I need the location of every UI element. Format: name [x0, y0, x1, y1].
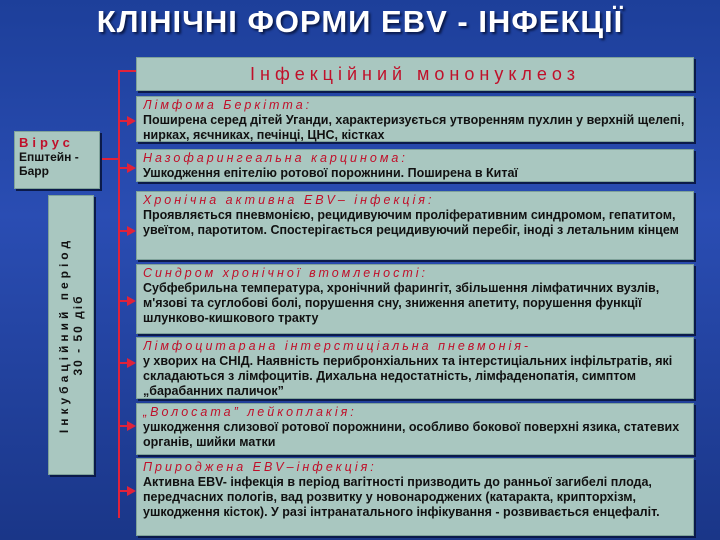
- form-nasopharyngeal: [136, 149, 694, 182]
- connector-virus: [100, 158, 118, 160]
- form-congenital: [136, 458, 694, 536]
- incubation-box: [48, 195, 94, 475]
- form-text: у хворих на СНІД. Наявність перибронхіальних та інтерстиціальних інфільтратів, які складаються з лімфоцитів. Дихальна недостатність, лімфаденопатія, симптом „барабанних паличок”: [143, 354, 673, 398]
- arrow-4: [127, 296, 136, 306]
- form-heading: Природжена EBV–інфекція:: [143, 460, 377, 474]
- incubation-duration: 30 - 50 діб: [71, 294, 85, 376]
- arrow-2: [127, 163, 136, 173]
- connector-top: [118, 70, 136, 72]
- arrow-3: [127, 226, 136, 236]
- form-chronic-active: [136, 191, 694, 260]
- form-lymphocytic-pneumonia: [136, 337, 694, 399]
- virus-box: [14, 131, 100, 189]
- arrow-5: [127, 358, 136, 368]
- virus-name: Епштейн - Барр: [19, 150, 79, 178]
- form-text: ушкодження слизової ротової порожнини, особливо бокової поверхні язика, статевих органів, шийки матки: [143, 420, 680, 449]
- form-heading: Лімфоцитарана інтерстиціальна пневмонія-: [143, 339, 532, 353]
- mononucleosis-box: Інфекційний мононуклеоз: [136, 57, 694, 91]
- form-heading: Синдром хронічної втомленості:: [143, 266, 428, 280]
- incubation-label: Інкубаційний період: [57, 236, 71, 434]
- connector-trunk: [118, 70, 120, 518]
- form-chronic-fatigue: [136, 264, 694, 334]
- form-heading: Назофарингеальна карцинома:: [143, 151, 408, 165]
- form-hairy-leukoplakia: [136, 403, 694, 455]
- form-heading: „Волосата” лейкоплакія:: [143, 405, 357, 419]
- arrow-6: [127, 421, 136, 431]
- incubation-text: [57, 200, 85, 470]
- page-title: КЛІНІЧНІ ФОРМИ EBV - ІНФЕКЦІЇ: [96, 4, 624, 39]
- virus-label: Вірус: [19, 135, 74, 150]
- form-text: Субфебрильна температура, хронічний фарингіт, збільшення лімфатичних вузлів, м'язові та суглобові болі, порушення сну, зниження апетиту, порушення функції шлунково-кишкового тракту: [143, 281, 660, 325]
- form-text: Ушкодження епітелію ротової порожнини. Поширена в Китаї: [143, 166, 518, 180]
- arrow-7: [127, 486, 136, 496]
- form-text: Активна EBV- інфекція в період вагітності призводить до ранньої загибелі плода, передчасних пологів, вад розвитку у новонароджених (катаракта, крипторхізм, ушкодження кісток). У разі інтранатального інфікування - розвивається енцефаліт.: [143, 475, 660, 519]
- form-text: Поширена серед дітей Уганди, характеризується утворенням пухлин у верхній щелепі, нирках, яєчниках, печінці, ЦНС, кістках: [143, 113, 685, 142]
- form-text: Проявляється пневмонією, рецидивуючим проліферативним синдромом, гепатитом, увеїтом, паротитом. Спостерігається рецидивуючий перебіг, іноді з летальним кінцем: [143, 208, 679, 237]
- form-heading: Лімфома Беркітта:: [143, 98, 313, 112]
- form-burkitt: [136, 96, 694, 142]
- form-heading: Хронічна активна EBV– інфекція:: [143, 193, 435, 207]
- arrow-1: [127, 116, 136, 126]
